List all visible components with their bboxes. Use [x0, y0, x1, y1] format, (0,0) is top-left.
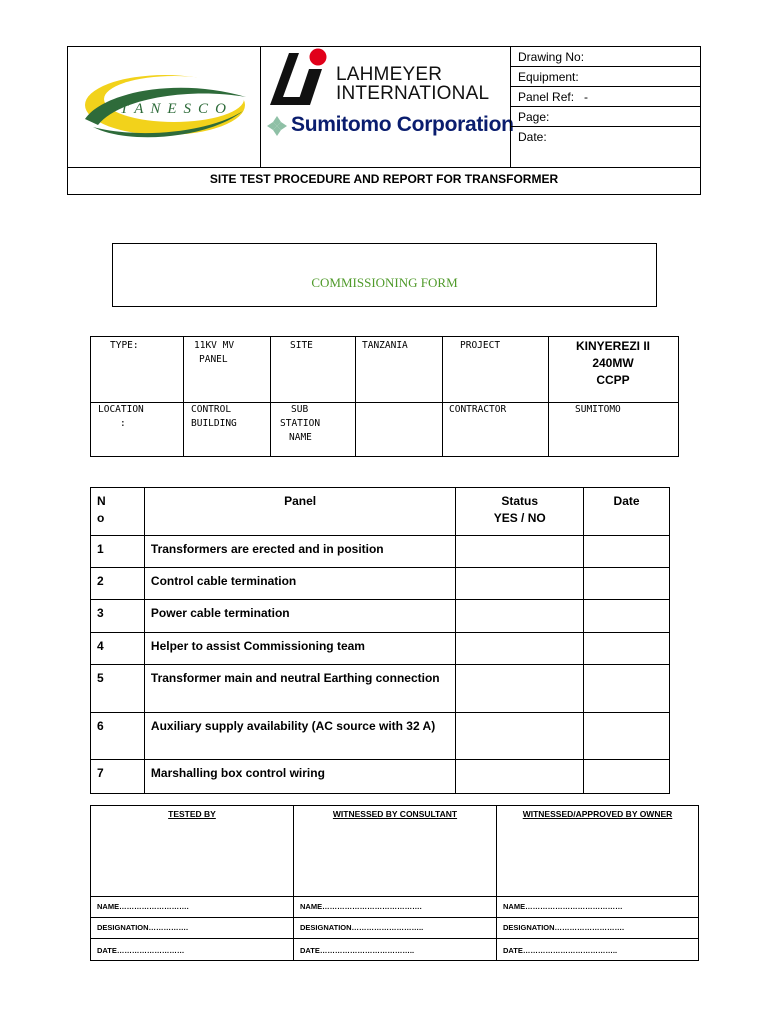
table-row	[91, 568, 670, 600]
equipment-label: Equipment:	[518, 70, 579, 84]
table-row	[91, 633, 670, 665]
col-panel-header: Panel	[144, 488, 455, 536]
signature-consultant	[293, 806, 496, 960]
form-title: COMMISSIONING FORM	[311, 275, 458, 290]
table-row	[91, 600, 670, 633]
info-table	[90, 336, 679, 457]
row-no: 1	[91, 536, 145, 568]
row-status[interactable]	[456, 665, 584, 713]
project-label: PROJECT	[460, 340, 501, 351]
page-label: Page:	[518, 110, 550, 124]
panel-ref-field	[511, 87, 700, 107]
lahmeyer-line-2: INTERNATIONAL	[336, 83, 490, 104]
owner-date[interactable]: DATE………………………………..	[497, 938, 698, 960]
signature-owner	[496, 806, 698, 960]
page-field	[511, 107, 700, 127]
type-value-2: PANEL	[199, 354, 228, 365]
project-value	[553, 338, 673, 389]
type-label: TYPE:	[110, 340, 139, 351]
header-fields	[510, 47, 700, 167]
consultant-name[interactable]: NAME………………………………….	[294, 896, 496, 917]
col-no-line-1: N	[97, 494, 106, 508]
row-panel: Helper to assist Commissioning team	[144, 633, 455, 665]
row-panel: Transformers are erected and in position	[144, 536, 455, 568]
row-status[interactable]	[456, 568, 584, 600]
lahmeyer-line-1: LAHMEYER	[336, 64, 443, 85]
tanesco-logo-text: TANESCO	[120, 101, 233, 117]
drawing-no-field	[511, 47, 700, 67]
row-panel: Transformer main and neutral Earthing connection	[144, 665, 455, 713]
row-no: 6	[91, 713, 145, 760]
partner-logos-cell	[261, 47, 514, 167]
consultant-date[interactable]: DATE………………………………..	[294, 938, 496, 960]
col-status-header	[456, 488, 584, 536]
row-panel: Auxiliary supply availability (AC source with 32 A)	[144, 713, 455, 760]
table-row	[91, 760, 670, 794]
panel-ref-value: -	[584, 90, 589, 104]
owner-designation[interactable]: DESIGNATION……………………….	[497, 917, 698, 938]
row-no: 5	[91, 665, 145, 713]
project-value-3: CCPP	[596, 373, 630, 387]
panel-ref-label: Panel Ref:	[518, 90, 575, 104]
row-no: 3	[91, 600, 145, 633]
drawing-no-label: Drawing No:	[518, 50, 585, 64]
equipment-field	[511, 67, 700, 87]
location-value-2: BUILDING	[191, 418, 237, 429]
project-value-2: 240MW	[592, 356, 634, 370]
signature-table	[90, 805, 699, 961]
contractor-value: SUMITOMO	[575, 404, 621, 415]
project-value-1: KINYEREZI II	[575, 339, 650, 353]
site-value: TANZANIA	[362, 340, 408, 351]
checklist-table	[90, 487, 670, 794]
type-value-1: 11KV MV	[194, 340, 235, 351]
tested-by-designation[interactable]: DESIGNATION…………….	[91, 917, 293, 938]
table-row	[91, 536, 670, 568]
row-date[interactable]	[584, 536, 670, 568]
row-date[interactable]	[584, 568, 670, 600]
tanesco-logo	[68, 47, 261, 167]
consultant-designation[interactable]: DESIGNATION………………………..	[294, 917, 496, 938]
row-no: 4	[91, 633, 145, 665]
tested-by-date[interactable]: DATE………………………	[91, 938, 293, 960]
document-header	[67, 46, 701, 195]
contractor-label: CONTRACTOR	[449, 404, 507, 415]
substation-label-2: STATION	[280, 418, 321, 429]
row-date[interactable]	[584, 600, 670, 633]
row-status[interactable]	[456, 536, 584, 568]
substation-label-1: SUB	[291, 404, 309, 415]
table-row	[91, 665, 670, 713]
form-title-box	[112, 243, 657, 307]
lahmeyer-logo-icon	[265, 47, 335, 107]
row-panel: Control cable termination	[144, 568, 455, 600]
row-date[interactable]	[584, 713, 670, 760]
lahmeyer-logo-text	[336, 65, 489, 103]
sumitomo-logo-text: Sumitomo Corporation	[291, 113, 514, 136]
row-panel: Marshalling box control wiring	[144, 760, 455, 794]
date-label: Date:	[518, 130, 547, 144]
signature-tested-by	[91, 806, 293, 960]
tested-by-name[interactable]: NAME……………………….	[91, 896, 293, 917]
table-row	[91, 713, 670, 760]
col-status-line-1: Status	[501, 494, 539, 508]
document-title: SITE TEST PROCEDURE AND REPORT FOR TRANSFORMER	[68, 167, 700, 194]
tested-by-heading: TESTED BY	[168, 809, 216, 819]
site-label: SITE	[290, 340, 313, 351]
row-status[interactable]	[456, 760, 584, 794]
row-date[interactable]	[584, 665, 670, 713]
location-label-2: :	[120, 418, 126, 429]
owner-heading: WITNESSED/APPROVED BY OWNER	[522, 809, 673, 819]
location-value-1: CONTROL	[191, 404, 232, 415]
row-date[interactable]	[584, 760, 670, 794]
row-status[interactable]	[456, 600, 584, 633]
sumitomo-logo-icon	[265, 114, 289, 138]
row-no: 2	[91, 568, 145, 600]
col-status-line-2: YES / NO	[493, 511, 546, 525]
row-date[interactable]	[584, 633, 670, 665]
owner-name[interactable]: NAME…………………………………	[497, 896, 698, 917]
row-panel: Power cable termination	[144, 600, 455, 633]
row-status[interactable]	[456, 633, 584, 665]
col-no-line-2: o	[97, 511, 105, 525]
substation-label-3: NAME	[289, 432, 312, 443]
col-date-header: Date	[584, 488, 670, 536]
row-status[interactable]	[456, 713, 584, 760]
checklist-header-row	[91, 488, 670, 536]
consultant-heading: WITNESSED BY CONSULTANT	[332, 809, 458, 819]
tanesco-logo-cell	[68, 47, 261, 167]
row-no: 7	[91, 760, 145, 794]
col-no-header	[91, 488, 145, 536]
location-label-1: LOCATION	[98, 404, 144, 415]
date-field	[511, 127, 700, 167]
